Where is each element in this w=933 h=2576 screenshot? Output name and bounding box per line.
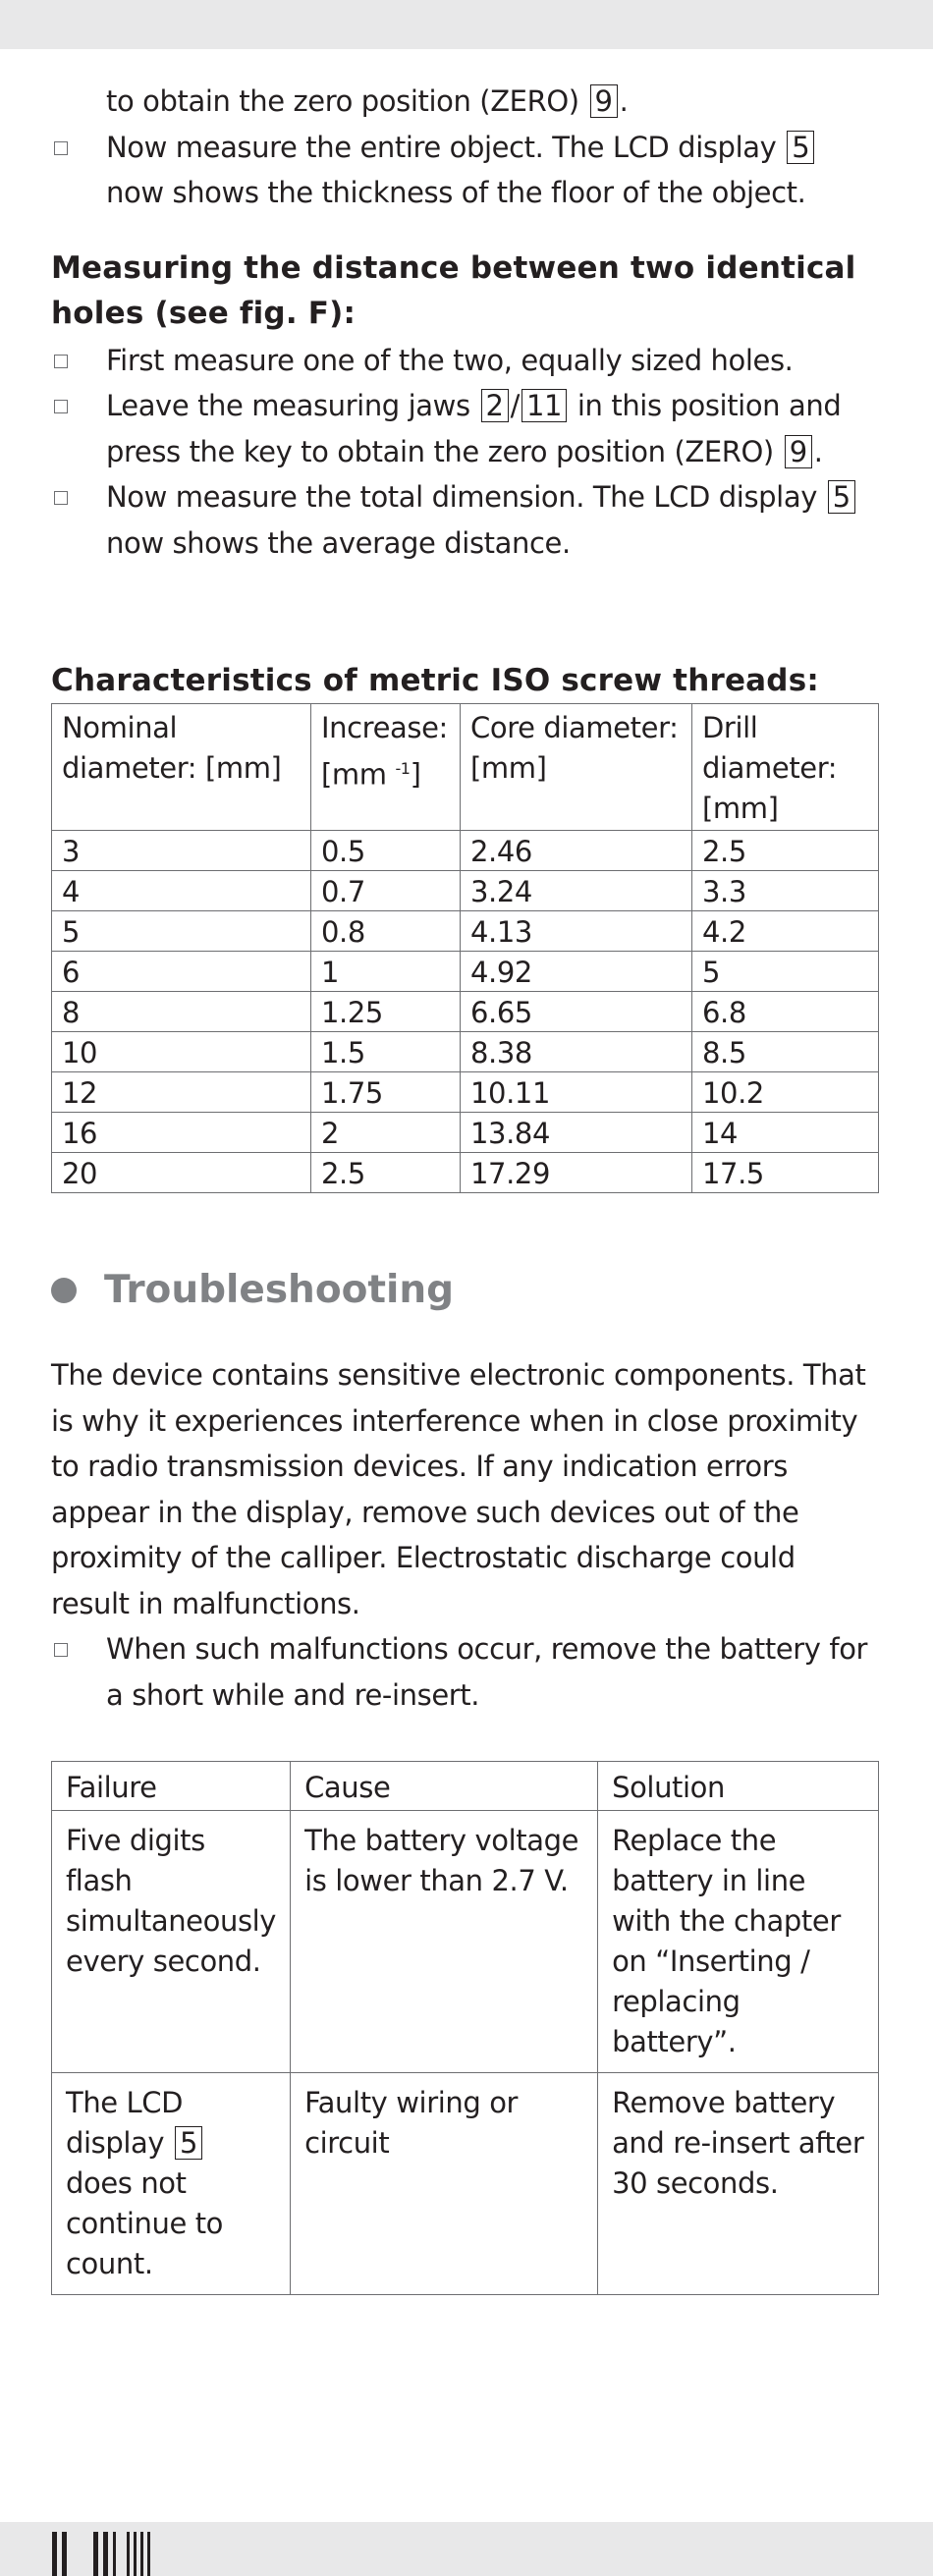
table-row xyxy=(52,831,879,871)
table-cell: 1 xyxy=(311,952,461,992)
ref-box: 9 xyxy=(590,84,618,118)
bullet-dot-icon xyxy=(51,1278,77,1303)
manual-page-content xyxy=(51,79,882,2295)
table-cell: 4 xyxy=(52,871,311,911)
table-row xyxy=(52,1032,879,1072)
screw-thread-table xyxy=(51,703,879,1193)
table-cell: 8.38 xyxy=(461,1032,692,1072)
bullet-text: now xyxy=(106,176,164,209)
ref-box: 5 xyxy=(828,480,855,514)
list-item: Leave the measuring jaws 2 / 11 in this position and press the key to obtain the zero position (ZERO) 9 . xyxy=(51,383,882,474)
failure-cell: Five digits flash simultaneously every second. xyxy=(52,1811,291,2073)
table-cell: 8 xyxy=(52,992,311,1032)
table-cell: 1.25 xyxy=(311,992,461,1032)
column-header: Cause xyxy=(291,1762,598,1811)
table-cell: 17.5 xyxy=(692,1153,879,1193)
square-bullet-icon xyxy=(54,1643,68,1657)
table-cell: 5 xyxy=(692,952,879,992)
solution-cell: Replace the battery in line with the chapter on “Inserting / replacing battery”. xyxy=(598,1811,879,2073)
holes-bullets xyxy=(51,338,882,567)
list-item xyxy=(51,474,882,566)
troubleshooting-heading xyxy=(51,1266,882,1315)
column-header: Drill diameter: [mm] xyxy=(692,704,879,831)
table-row xyxy=(52,2073,879,2295)
troubleshooting-title: Troubleshooting xyxy=(104,1268,455,1312)
table-cell: 17.29 xyxy=(461,1153,692,1193)
barcode-mark xyxy=(52,2532,170,2576)
table-row xyxy=(52,1072,879,1113)
table-row xyxy=(52,1113,879,1153)
holes-heading: Measuring the distance between two identical holes (see fig. F): xyxy=(51,249,856,331)
table-cell: 13.84 xyxy=(461,1113,692,1153)
table-cell: 8.5 xyxy=(692,1032,879,1072)
table-row xyxy=(52,871,879,911)
table-cell: 4.2 xyxy=(692,911,879,952)
table-cell: 2.5 xyxy=(692,831,879,871)
bullet-text: When such malfunctions occur, remove the battery for a short while and re-insert. xyxy=(106,1632,868,1712)
troubleshooting-table xyxy=(51,1761,879,2295)
troubleshooting-paragraph: The device contains sensitive electronic components. That is why it experiences interference when in close proximity to radio transmission devices. If any indication errors appear in the display, remove such devices out of the proximity of the calliper. Electrostatic discharge could result in malfunctions. xyxy=(51,1358,866,1620)
table-cell: 1.75 xyxy=(311,1072,461,1113)
table-cell: 2 xyxy=(311,1113,461,1153)
table-header-row xyxy=(52,1762,879,1811)
table-cell: 10.2 xyxy=(692,1072,879,1113)
intro-line-text: to obtain the zero position (ZERO) xyxy=(106,84,579,118)
table-cell: 16 xyxy=(52,1113,311,1153)
list-item xyxy=(51,1626,882,1718)
table-cell: 4.92 xyxy=(461,952,692,992)
table-cell: 2.46 xyxy=(461,831,692,871)
table-cell: 5 xyxy=(52,911,311,952)
table-cell: 3.3 xyxy=(692,871,879,911)
intro-bullets xyxy=(51,125,882,216)
bullet-text: Now measure the entire object. The LCD display xyxy=(106,130,777,164)
table-row xyxy=(52,1153,879,1193)
slash-text: / xyxy=(510,389,520,422)
bullet-text: now shows the average distance. xyxy=(106,525,571,560)
table-cell: 6.8 xyxy=(692,992,879,1032)
troubleshooting-bullets xyxy=(51,1626,882,1718)
column-header: Failure xyxy=(52,1762,291,1811)
cause-cell: The battery voltage is lower than 2.7 V. xyxy=(291,1811,598,2073)
ref-box: 5 xyxy=(787,131,814,164)
bullet-text: shows the thickness of the floor of the object. xyxy=(172,176,806,209)
table-cell: 3.24 xyxy=(461,871,692,911)
square-bullet-icon xyxy=(54,355,68,368)
table-cell: 0.5 xyxy=(311,831,461,871)
ref-box: 9 xyxy=(785,435,812,468)
list-item xyxy=(51,125,882,216)
table-cell: 0.7 xyxy=(311,871,461,911)
screw-table-heading: Characteristics of metric ISO screw threads: xyxy=(51,663,819,698)
bullet-text: Leave the measuring jaws xyxy=(106,389,470,422)
table-cell: 14 xyxy=(692,1113,879,1153)
column-header: Core diameter: [mm] xyxy=(461,704,692,831)
square-bullet-icon xyxy=(54,141,68,155)
table-cell: 6 xyxy=(52,952,311,992)
table-cell: 10 xyxy=(52,1032,311,1072)
column-header: Solution xyxy=(598,1762,879,1811)
table-cell: 3 xyxy=(52,831,311,871)
table-cell: 4.13 xyxy=(461,911,692,952)
list-item xyxy=(51,338,882,384)
bullet-text: First measure one of the two, equally sized holes. xyxy=(106,343,794,377)
table-cell: 1.5 xyxy=(311,1032,461,1072)
ref-box: 11 xyxy=(521,389,567,422)
failure-cell xyxy=(52,2073,291,2295)
table-cell: 20 xyxy=(52,1153,311,1193)
ref-box: 2 xyxy=(481,389,509,422)
solution-cell: Remove battery and re-insert after 30 seconds. xyxy=(598,2073,879,2295)
table-cell: 6.65 xyxy=(461,992,692,1032)
bullet-text: Now measure the total dimension. The LCD display xyxy=(106,480,817,514)
ref-box: 5 xyxy=(175,2126,202,2160)
bullet-text: in this position and press the key to obtain the zero position (ZERO) xyxy=(106,389,842,468)
cell-text: does not continue to count. xyxy=(66,2166,224,2280)
screw-table-body xyxy=(52,831,879,1193)
table-cell: 0.8 xyxy=(311,911,461,952)
intro-continuation: to obtain the zero position (ZERO) 9 . xyxy=(106,84,629,118)
table-row xyxy=(52,952,879,992)
table-row xyxy=(52,992,879,1032)
top-margin-band xyxy=(0,0,933,49)
table-row xyxy=(52,1811,879,2073)
table-row xyxy=(52,911,879,952)
square-bullet-icon xyxy=(54,400,68,413)
table-cell: 12 xyxy=(52,1072,311,1113)
column-header: Nominal diameter: [mm] xyxy=(52,704,311,831)
table-header-row xyxy=(52,704,879,831)
column-header: Increase: [mm $^{-1}$] xyxy=(311,704,461,831)
cell-text: The LCD display xyxy=(66,2086,184,2160)
cause-cell: Faulty wiring or circuit xyxy=(291,2073,598,2295)
table-cell: 2.5 xyxy=(311,1153,461,1193)
table-cell: 10.11 xyxy=(461,1072,692,1113)
square-bullet-icon xyxy=(54,491,68,505)
